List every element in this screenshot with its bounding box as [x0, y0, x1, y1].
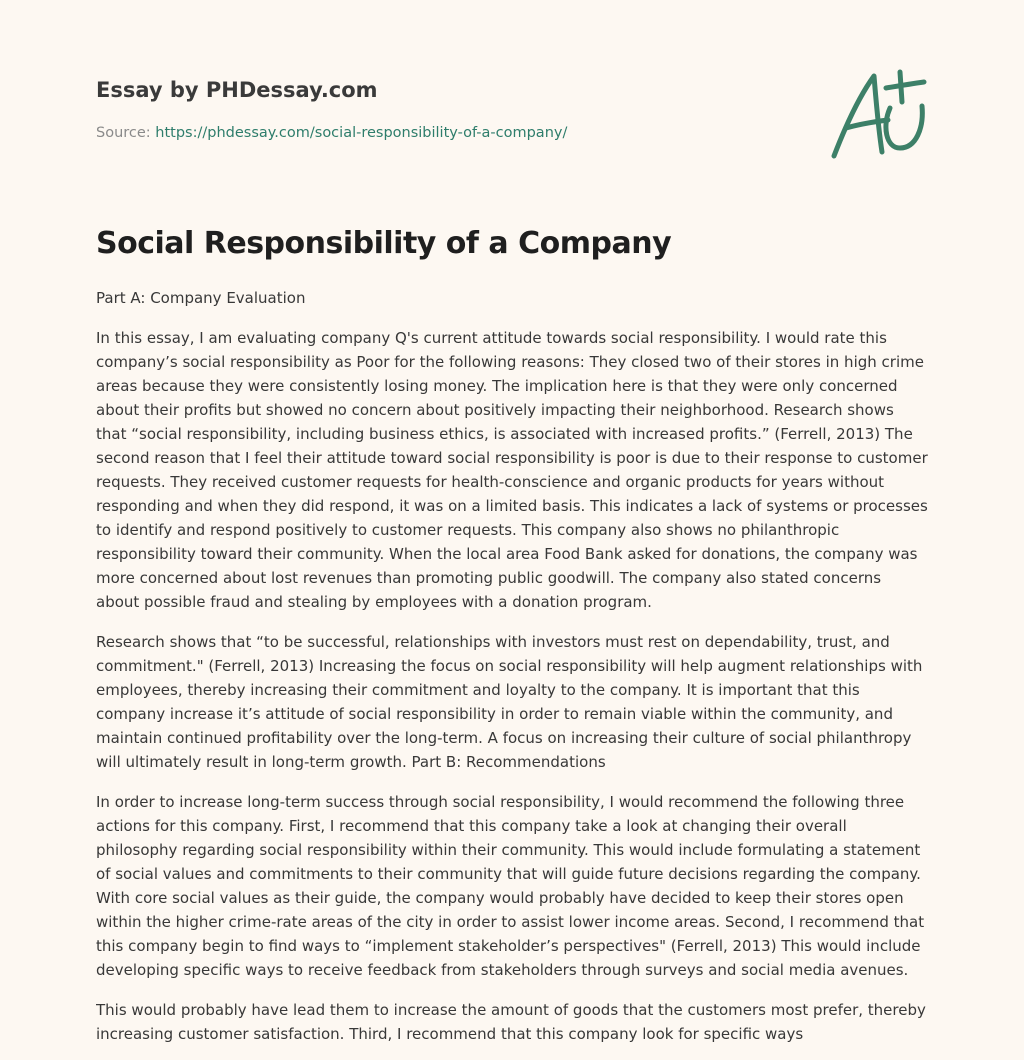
paragraph-research: Research shows that “to be successful, relationships with investors must rest on dependability, trust, and commitment." (Ferrell, 2013) Increasing the focus on social responsibility will help augment relationships with employees, thereby increasing their commitment and loyalty to the company. It is important that this company increase it’s attitude of social responsibility in order to remain viable within the community, and maintain continued profitability over the long-term. A focus on increasing their culture of social philanthropy will ultimately result in long-term growth. Part B: Recommendations	[96, 633, 923, 771]
logo-plus-horizontal	[886, 82, 924, 88]
section-heading-part-a: Part A: Company Evaluation	[96, 289, 306, 307]
paragraph-recommendations: In order to increase long-term success through social responsibility, I would recommend the following three actions for this company. First, I recommend that this company take a look at changing their overall philosophy regarding social responsibility within their community. This would include formulating a statement of social values and commitments to their community that will guide future decisions regarding the company. With core social values as their guide, the company would probably have decided to keep their stores open within the higher crime-rate areas of the city in order to assist lower income areas. Second, I recommend that this company begin to find ways to “implement stakeholder’s perspectives" (Ferrell, 2013) This would include developing specific ways to receive feedback from stakeholders through surveys and social media avenues.	[96, 793, 925, 979]
page-header	[96, 72, 928, 172]
brand-title: Essay by PHDessay.com	[96, 78, 378, 102]
article-title: Social Responsibility of a Company	[96, 226, 672, 261]
logo-circle-stroke	[886, 106, 922, 148]
a-plus-logo-icon	[828, 68, 928, 162]
source-line	[96, 125, 567, 141]
source-label: Source:	[96, 125, 156, 141]
source-link[interactable]: https://phdessay.com/social-responsibility-of-a-company/	[155, 125, 568, 141]
paragraph-continuation: This would probably have lead them to increase the amount of goods that the customers most prefer, thereby increasing customer satisfaction. Third, I recommend that this company look for specific ways	[96, 1001, 926, 1043]
paragraph-evaluation: In this essay, I am evaluating company Q's current attitude towards social responsibility. I would rate this company’s social responsibility as Poor for the following reasons: They closed two of their stores in high crime areas because they were consistently losing money. The implication here is that they were only concerned about their profits but showed no concern about positively impacting their neighborhood. Research shows that “social responsibility, including business ethics, is associated with increased profits.” (Ferrell, 2013) The second reason that I feel their attitude toward social responsibility is poor is due to their response to customer requests. They received customer requests for health-conscience and organic products for years without responding and when they did respond, it was on a limited basis. This indicates a lack of systems or processes to identify and respond positively to customer requests. This company also shows no philanthropic responsibility toward their community. When the local area Food Bank asked for donations, the company was more concerned about lost revenues than promoting public goodwill. The company also stated concerns about possible fraud and stealing by employees with a donation program.	[96, 329, 928, 611]
logo-letter-a-stroke	[834, 76, 882, 156]
logo-letter-a-bar	[846, 120, 888, 128]
article-body	[96, 286, 928, 1060]
